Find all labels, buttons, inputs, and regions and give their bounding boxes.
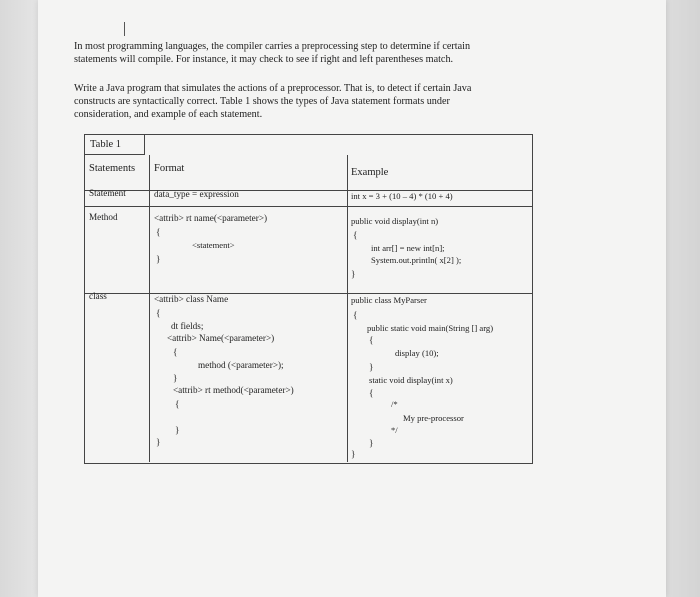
example-line: public void display(int n) (351, 216, 439, 226)
example-line: { (353, 230, 358, 240)
java-formats-table (84, 134, 533, 464)
row-label-method: Method (89, 212, 118, 222)
format-line: method (<parameter>); (198, 360, 284, 370)
format-line: { (173, 347, 178, 357)
task-paragraph (74, 82, 534, 121)
intro-paragraph (74, 40, 534, 66)
format-line: } (156, 437, 161, 447)
format-line: <attrib> rt method(<parameter>) (173, 385, 294, 395)
text-line: In most programming languages, the compiler carries a preprocessing step to determine if certain (74, 41, 471, 52)
format-line: } (156, 254, 161, 264)
example-line: public static void main(String [] arg) (367, 323, 494, 333)
format-line: } (173, 373, 178, 383)
example-line: display (10); (395, 348, 439, 358)
example-line: static void display(int x) (369, 375, 453, 385)
row-label-class: class (89, 291, 107, 301)
example-line: */ (391, 425, 398, 435)
table-caption: Table 1 (85, 135, 145, 155)
format-line: { (175, 399, 180, 409)
example-line: { (369, 388, 374, 398)
format-line: <attrib> Name(<parameter>) (167, 333, 275, 343)
example-statement: int x = 3 + (10 – 4) * (10 + 4) (351, 191, 453, 201)
header-bottom-rule (85, 190, 532, 191)
format-line: <statement> (192, 240, 235, 250)
example-line: /* (391, 399, 398, 409)
format-line: <attrib> class Name (154, 294, 229, 304)
row-rule (85, 293, 532, 294)
format-line: dt fields; (171, 321, 204, 331)
format-line: { (156, 227, 161, 237)
example-line: } (369, 438, 374, 448)
text-line: statements will compile. For instance, it may check to see if right and left parentheses match. (74, 54, 454, 65)
example-line: int arr[] = new int[n]; (371, 243, 445, 253)
format-line: <attrib> rt name(<parameter>) (154, 213, 268, 223)
example-line: { (369, 335, 374, 345)
example-line: System.out.println( x[2] ); (371, 255, 462, 265)
header-example: Example (351, 167, 389, 178)
text-line: constructs are syntactically correct. Table 1 shows the types of Java statement formats under (74, 96, 450, 107)
example-line: } (351, 449, 356, 459)
format-line: } (175, 425, 180, 435)
text-line: Write a Java program that simulates the actions of a preprocessor. That is, to detect if certain Java (74, 83, 472, 94)
example-line: public class MyParser (351, 295, 427, 305)
example-line: My pre-processor (403, 413, 464, 423)
header-format: Format (154, 163, 185, 174)
column-rule (149, 155, 150, 462)
format-statement: data_type = expression (154, 189, 239, 199)
row-label-statement: Statement (89, 188, 126, 198)
example-line: } (351, 269, 356, 279)
format-line: { (156, 308, 161, 318)
example-line: } (369, 362, 374, 372)
header-statements: Statements (89, 163, 136, 174)
text-line: consideration, and example of each statement. (74, 109, 263, 120)
example-line: { (353, 310, 358, 320)
page-mark (124, 22, 125, 36)
row-rule (85, 206, 532, 207)
column-rule (347, 155, 348, 462)
